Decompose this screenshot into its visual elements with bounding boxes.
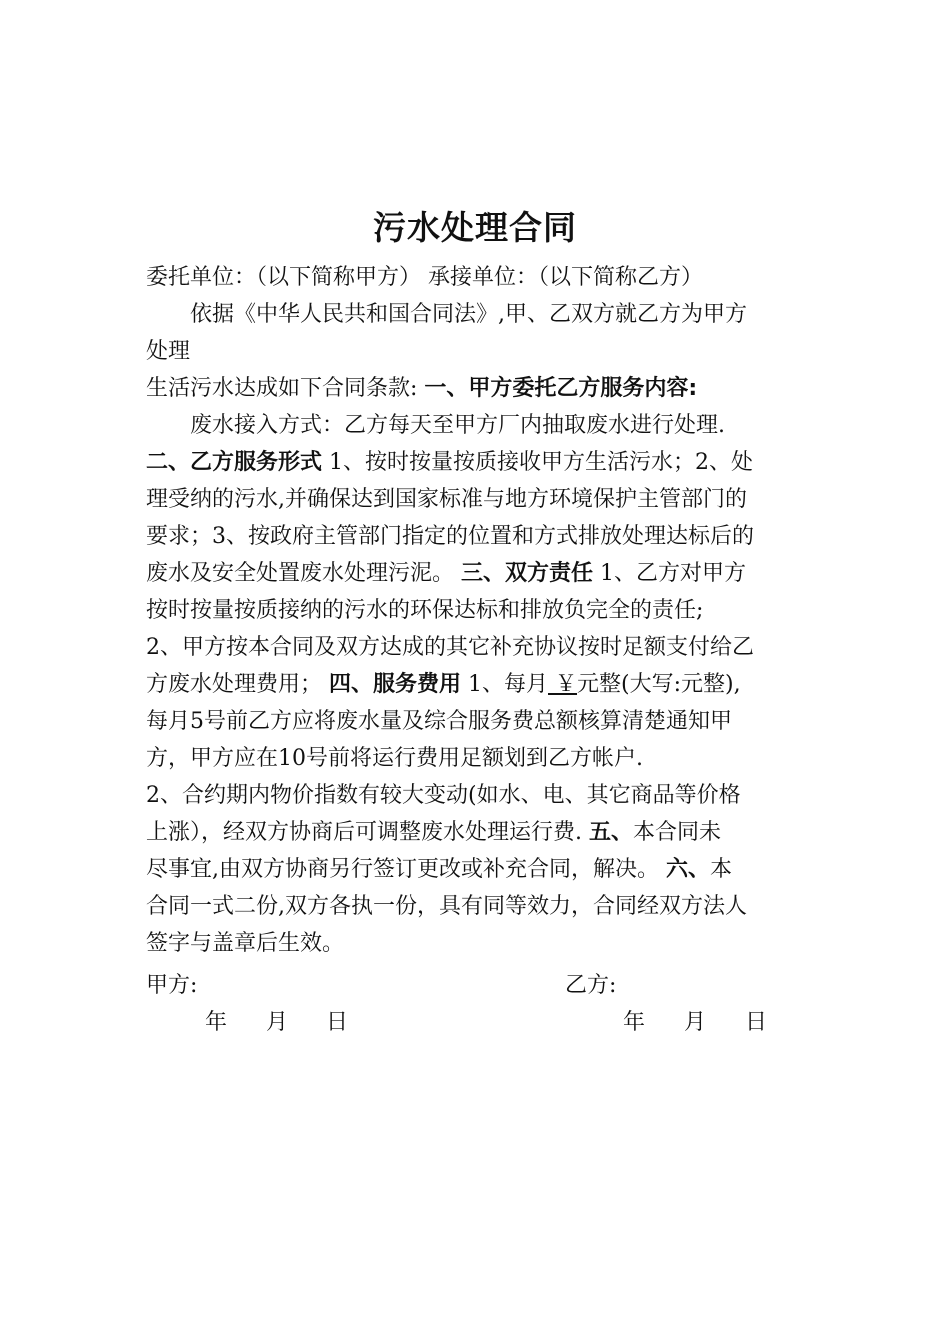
text-line xyxy=(146,375,816,403)
text-line: 按时按量按质接纳的污水的环保达标和排放负完全的责任; xyxy=(146,598,704,623)
text-span: 生活污水达成如下合同条款: xyxy=(146,376,425,401)
section-heading-4: 四、服务费用 xyxy=(329,672,462,697)
section-heading-1: 一、甲方委托乙方服务内容: xyxy=(424,376,698,401)
text-line: 合同一式二份,双方各执一份，具有同等效力，合同经双方法人 xyxy=(146,894,747,919)
text-line: 2、合约期内物价指数有较大变动(如水、电、其它商品等价格 xyxy=(146,783,741,808)
text-span: 1、每月 xyxy=(461,672,549,697)
text-line: 理受纳的污水,并确保达到国家标准与地方环境保护主管部门的 xyxy=(146,487,747,512)
text-line: 每月5号前乙方应将废水量及综合服务费总额核算清楚通知甲 xyxy=(146,709,732,734)
section-heading-5: 五、 xyxy=(589,820,634,845)
party-a-label: 甲方: xyxy=(146,973,198,998)
parties-line: 委托单位：（以下简称甲方） 承接单位：（以下简称乙方） xyxy=(146,265,703,290)
text-line xyxy=(146,819,816,847)
text-line xyxy=(146,449,816,477)
text-span: 废水及安全处置废水处理污泥。 xyxy=(146,561,461,586)
text-line: 方，甲方应在10号前将运行费用足额划到乙方帐户. xyxy=(146,746,643,771)
text-line xyxy=(146,856,816,884)
page-title: 污水处理合同 xyxy=(373,208,577,247)
text-line: 2、甲方按本合同及双方达成的其它补充协议按时足额支付给乙 xyxy=(146,635,754,660)
text-span: 本合同未 xyxy=(633,820,722,845)
section-heading-3: 三、双方责任 xyxy=(461,561,594,586)
party-a-year: 年 xyxy=(205,1010,228,1035)
text-span: 1、按时按量按质接收甲方生活污水；2、处 xyxy=(322,450,754,475)
party-b-day: 日 xyxy=(745,1010,768,1035)
party-b-month: 月 xyxy=(684,1010,707,1035)
text-span: 上涨），经双方协商后可调整废水处理运行费. xyxy=(146,820,589,845)
text-span: 方废水处理费用； xyxy=(146,672,329,697)
party-b-label: 乙方: xyxy=(565,973,617,998)
party-a-month: 月 xyxy=(266,1010,289,1035)
text-span: 元整(大写:元整), xyxy=(577,672,741,697)
text-line xyxy=(146,560,816,588)
text-line xyxy=(146,671,816,699)
text-line: 处理 xyxy=(146,339,191,364)
text-span: 尽事宜,由双方协商另行签订更改或补充合同，解决。 xyxy=(146,857,666,882)
basis-line: 依据《中华人民共和国合同法》,甲、乙双方就乙方为甲方 xyxy=(190,302,747,327)
text-line: 废水接入方式：乙方每天至甲方厂内抽取废水进行处理. xyxy=(190,413,725,438)
section-heading-6: 六、 xyxy=(666,857,711,882)
party-b-year: 年 xyxy=(623,1010,646,1035)
party-a-day: 日 xyxy=(326,1010,349,1035)
fee-amount-blank: ￥ xyxy=(548,672,578,697)
text-line: 签字与盖章后生效。 xyxy=(146,931,345,956)
text-span: 1、乙方对甲方 xyxy=(593,561,747,586)
text-span: 本 xyxy=(710,857,733,882)
text-line: 要求；3、按政府主管部门指定的位置和方式排放处理达标后的 xyxy=(146,524,754,549)
section-heading-2: 二、乙方服务形式 xyxy=(146,450,323,475)
